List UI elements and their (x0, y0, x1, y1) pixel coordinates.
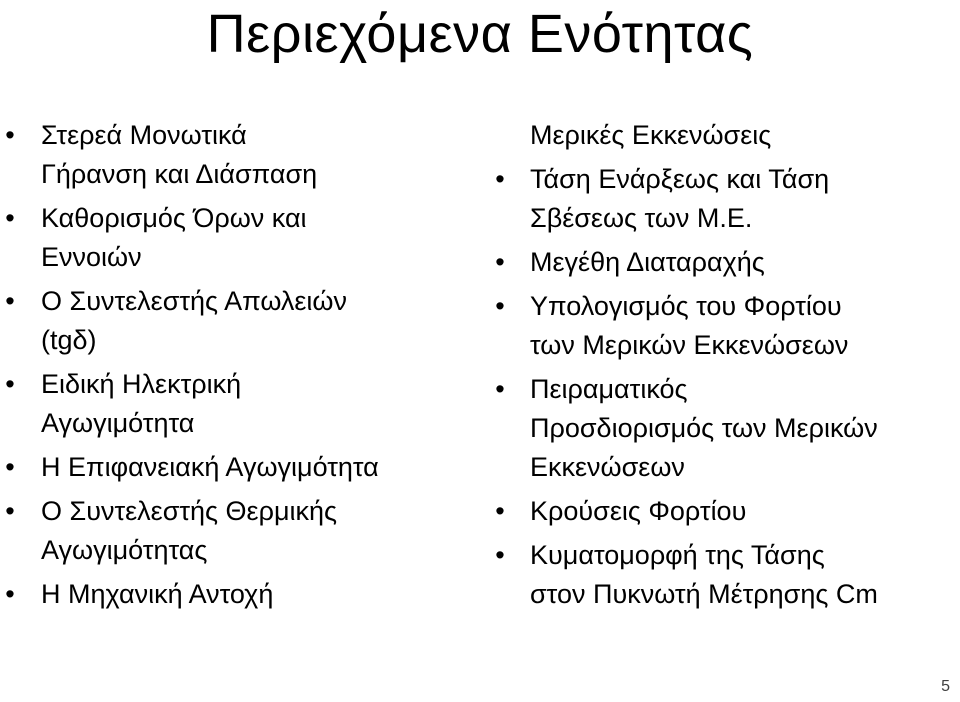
bullet-text-line: Ο Συντελεστής Θερμικής (41, 496, 338, 526)
right-bullet-list (490, 116, 960, 619)
bullet-text-line: Στερεά Μονωτικά (41, 120, 247, 150)
bullet-item (490, 370, 960, 487)
bullet-item (0, 492, 470, 570)
bullet-text-line: Η Μηχανική Αντοχή (41, 579, 274, 609)
bullet-text-line: Εννοιών (41, 242, 142, 272)
bullet-text-line: (tgδ) (41, 325, 97, 355)
bullet-text-line: Υπολογισμός του Φορτίου (530, 291, 842, 321)
bullet-item (490, 492, 960, 531)
bullet-icon: • (495, 496, 505, 526)
bullet-icon: • (495, 540, 505, 570)
bullet-item (490, 160, 960, 238)
bullet-item (490, 287, 960, 365)
bullet-icon: • (5, 203, 15, 233)
bullet-text-line: Προσδιορισμός των Μερικών (530, 413, 878, 443)
bullet-text-line: Ειδική Ηλεκτρική (41, 369, 242, 399)
bullet-icon: • (495, 247, 505, 277)
bullet-item (0, 365, 470, 443)
page-number: 5 (941, 678, 950, 695)
bullet-text-line: Κυματομορφή της Τάσης (530, 540, 825, 570)
bullet-text-line: Εκκενώσεων (530, 452, 685, 482)
slide-title: Περιεχόμενα Ενότητας (206, 4, 754, 64)
bullet-item (0, 575, 470, 614)
bullet-icon: • (5, 120, 15, 150)
bullet-text-line: Κρούσεις Φορτίου (530, 496, 747, 526)
bullet-text-line: Γήρανση και Διάσπαση (41, 159, 318, 189)
bullet-text-line: Σβέσεως των Μ.Ε. (530, 203, 753, 233)
bullet-item (490, 243, 960, 282)
bullet-text-line: των Μερικών Εκκενώσεων (530, 330, 849, 360)
bullet-text-line: Αγωγιμότητα (41, 408, 195, 438)
bullet-icon: • (495, 164, 505, 194)
bullet-item (0, 282, 470, 360)
bullet-text-line: Η Επιφανειακή Αγωγιμότητα (41, 452, 379, 482)
bullet-icon: • (5, 452, 15, 482)
bullet-text-line: στον Πυκνωτή Μέτρησης Cm (530, 579, 878, 609)
bullet-text-line: Μερικές Εκκενώσεις (530, 120, 772, 150)
bullet-icon: • (5, 496, 15, 526)
bullet-text-line: Αγωγιμότητας (41, 535, 208, 565)
bullet-item (0, 116, 470, 194)
bullet-item (490, 116, 960, 155)
bullet-text-line: Μεγέθη Διαταραχής (530, 247, 765, 277)
bullet-text-line: Πειραματικός (530, 374, 688, 404)
bullet-icon: • (5, 579, 15, 609)
bullet-icon: • (495, 291, 505, 321)
bullet-item (0, 448, 470, 487)
left-bullet-list (0, 116, 470, 619)
bullet-item (0, 199, 470, 277)
bullet-text-line: Τάση Ενάρξεως και Τάση (530, 164, 830, 194)
bullet-text-line: Καθορισμός Όρων και (41, 203, 307, 233)
bullet-icon: • (5, 286, 15, 316)
bullet-icon: • (495, 374, 505, 404)
bullet-icon: • (5, 369, 15, 399)
bullet-item (490, 536, 960, 614)
bullet-text-line: Ο Συντελεστής Απωλειών (41, 286, 348, 316)
